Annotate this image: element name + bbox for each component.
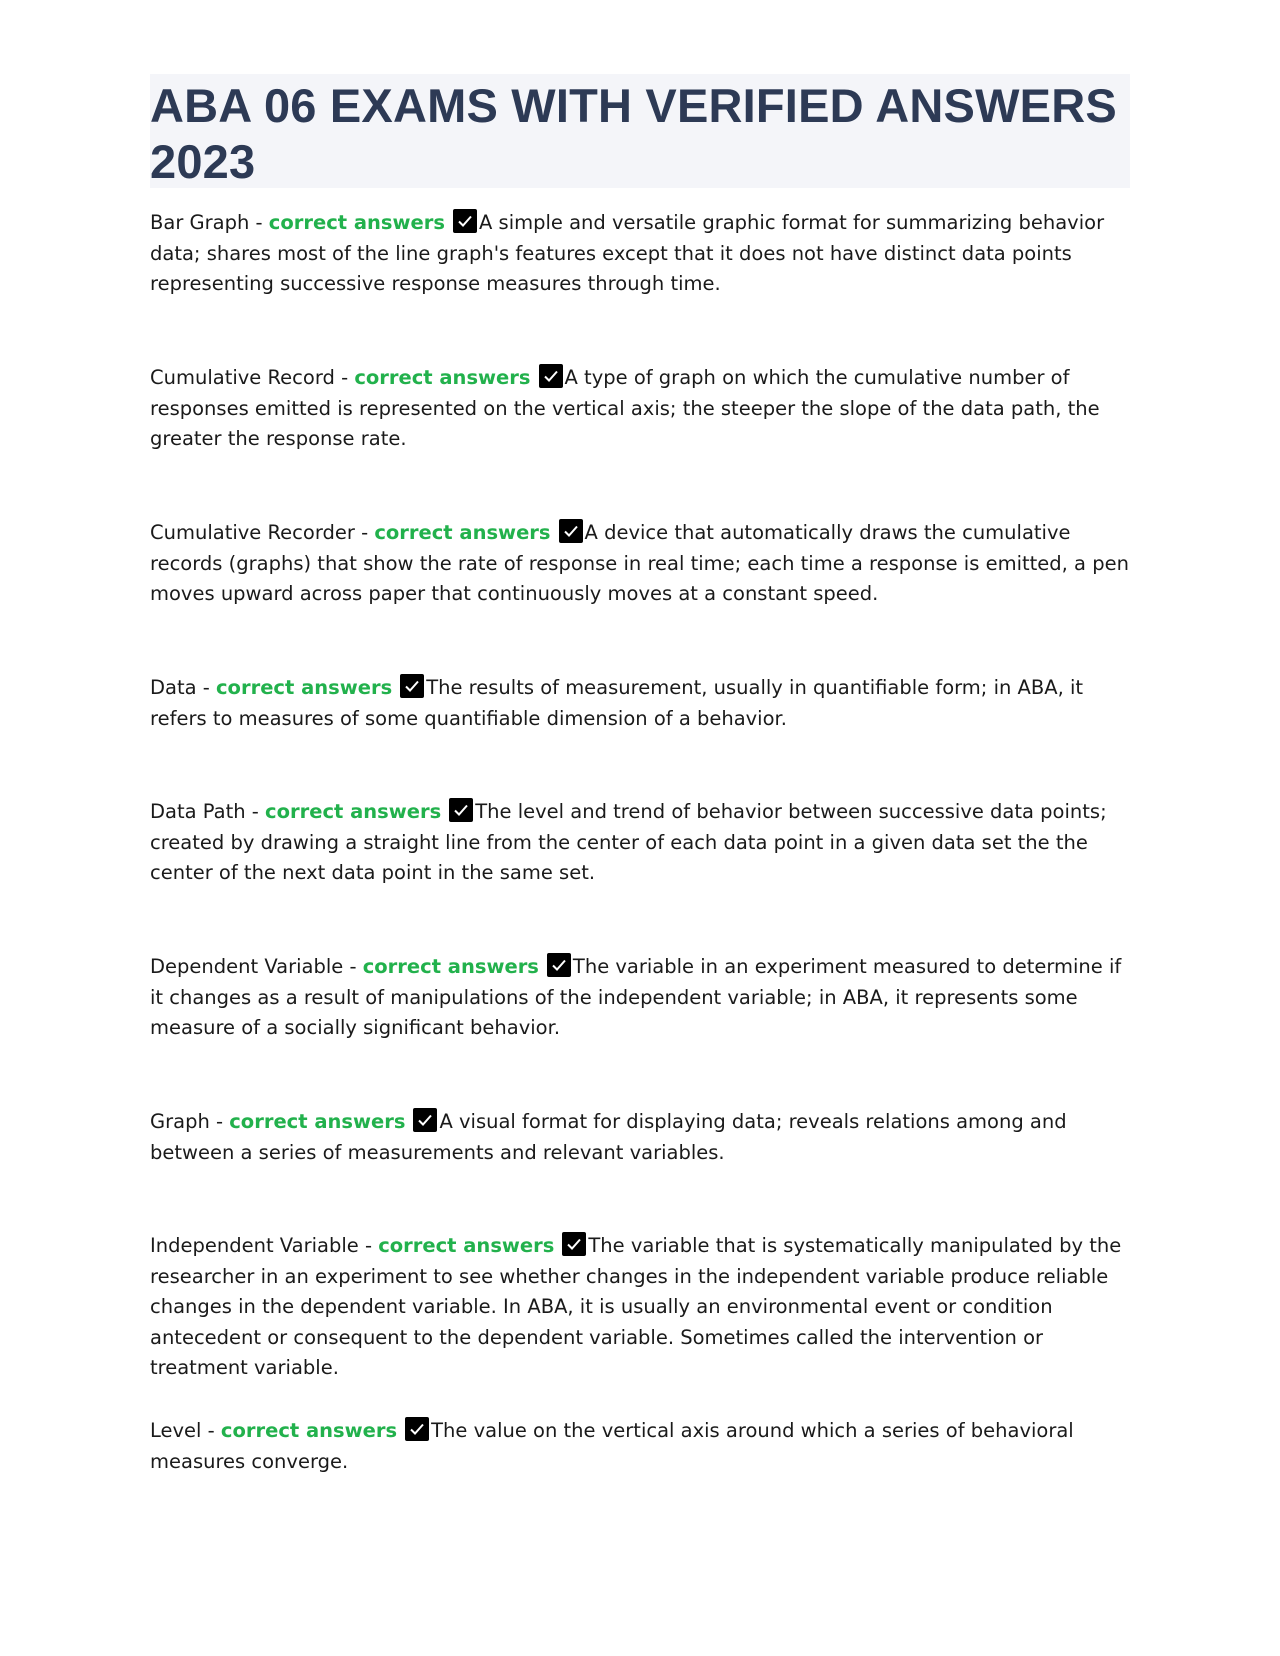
entry-term: Independent Variable - bbox=[150, 1234, 379, 1257]
checkmark-icon bbox=[413, 1108, 437, 1132]
answer-label: correct answers bbox=[220, 1419, 398, 1442]
entry-definition: The variable that is systematically manipulated by the researcher in an experiment to see whether changes in the independent variable produce reliable changes in the dependent variable. In ABA, it is usually an environmental event or condition antecedent or consequent to the dependent variable. Sometimes called the intervention or treatment variable. bbox=[150, 1234, 1122, 1379]
entry-graph bbox=[150, 1107, 1130, 1231]
answer-label: correct answers bbox=[229, 1110, 406, 1133]
answer-label: correct answers bbox=[378, 1234, 555, 1257]
checkmark-icon bbox=[405, 1417, 429, 1441]
checkmark-icon bbox=[400, 674, 424, 698]
document-page bbox=[150, 74, 1130, 1486]
entry-term: Data - bbox=[150, 676, 216, 699]
answer-label: correct answers bbox=[354, 366, 531, 389]
entry-definition: The variable in an experiment measured to determine if it changes as a result of manipulations of the independent variable; in ABA, it represents some measure of a socially significant behavior. bbox=[150, 955, 1122, 1039]
entry-data bbox=[150, 673, 1130, 797]
answer-label: correct answers bbox=[216, 676, 393, 699]
checkmark-icon bbox=[453, 209, 477, 233]
entry-definition: A device that automatically draws the cumulative records (graphs) that show the rate of response in real time; each time a response is emitted, a pen moves upward across paper that continuously moves at a constant speed. bbox=[150, 521, 1129, 605]
checkmark-icon bbox=[547, 953, 571, 977]
entry-term: Cumulative Recorder - bbox=[150, 521, 375, 544]
entry-dependent-variable bbox=[150, 952, 1130, 1107]
answer-label: correct answers bbox=[268, 211, 445, 234]
answer-label: correct answers bbox=[362, 955, 539, 978]
checkmark-icon bbox=[539, 364, 563, 388]
entry-bar-graph bbox=[150, 208, 1130, 363]
entry-definition: The level and trend of behavior between successive data points; created by drawing a straight line from the center of each data point in a given data set the the center of the next data point in the same set. bbox=[150, 800, 1107, 884]
entry-cumulative-record bbox=[150, 363, 1130, 518]
answer-label: correct answers bbox=[374, 521, 551, 544]
entry-independent-variable bbox=[150, 1231, 1130, 1416]
entry-list bbox=[150, 208, 1130, 1486]
entry-definition: The results of measurement, usually in quantifiable form; in ABA, it refers to measures of some quantifiable dimension of a behavior. bbox=[150, 676, 1084, 730]
entry-term: Cumulative Record - bbox=[150, 366, 355, 389]
title-block bbox=[150, 74, 1130, 188]
page-title: ABA 06 EXAMS WITH VERIFIED ANSWERS 2023 bbox=[150, 79, 1117, 188]
entry-term: Dependent Variable - bbox=[150, 955, 363, 978]
entry-definition: The value on the vertical axis around which a series of behavioral measures converge. bbox=[150, 1419, 1074, 1473]
entry-level bbox=[150, 1416, 1130, 1486]
entry-data-path bbox=[150, 797, 1130, 952]
checkmark-icon bbox=[562, 1232, 586, 1256]
entry-term: Level - bbox=[150, 1419, 221, 1442]
entry-term: Data Path - bbox=[150, 800, 266, 823]
answer-label: correct answers bbox=[265, 800, 442, 823]
entry-cumulative-recorder bbox=[150, 518, 1130, 673]
entry-definition: A type of graph on which the cumulative number of responses emitted is represented on the vertical axis; the steeper the slope of the data path, the greater the response rate. bbox=[150, 366, 1100, 450]
entry-definition: A simple and versatile graphic format for summarizing behavior data; shares most of the line graph's features except that it does not have distinct data points representing successive response measures through time. bbox=[150, 211, 1105, 295]
entry-term: Graph - bbox=[150, 1110, 230, 1133]
entry-term: Bar Graph - bbox=[150, 211, 269, 234]
entry-definition: A visual format for displaying data; reveals relations among and between a series of measurements and relevant variables. bbox=[150, 1110, 1067, 1164]
checkmark-icon bbox=[559, 519, 583, 543]
checkmark-icon bbox=[449, 798, 473, 822]
